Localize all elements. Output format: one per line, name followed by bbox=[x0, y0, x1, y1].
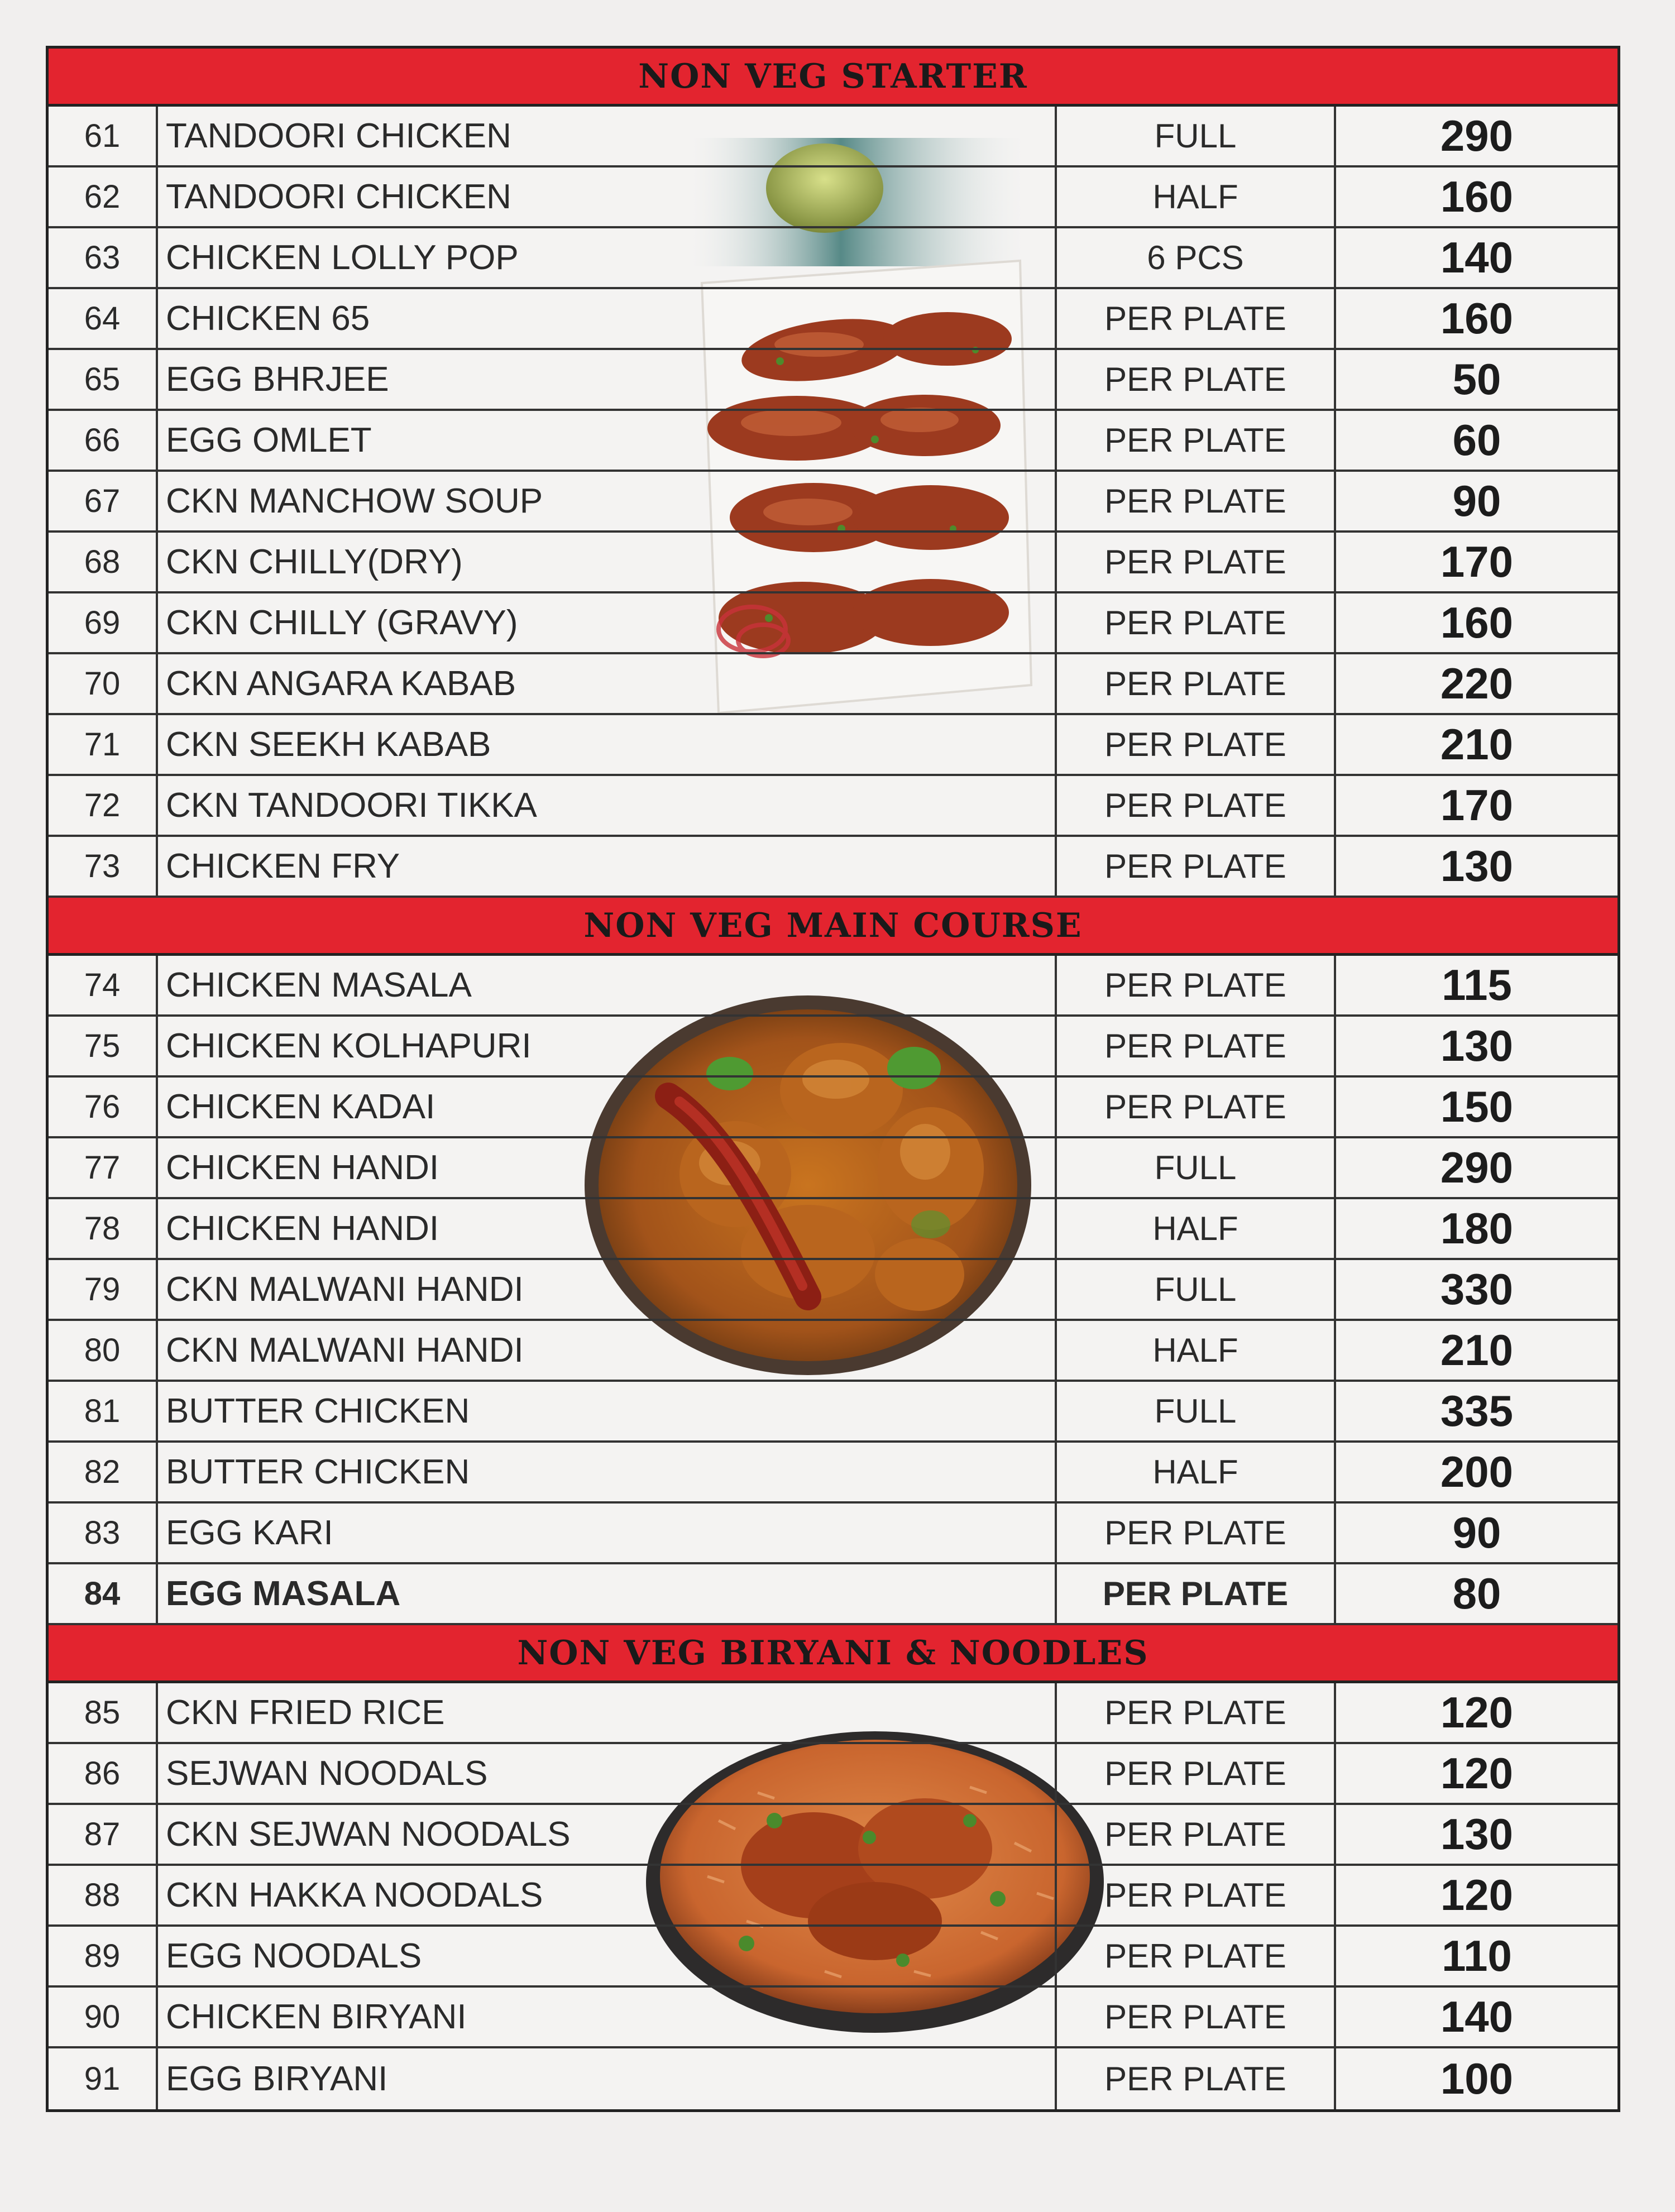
table-row bbox=[49, 1382, 1617, 1443]
item-name: EGG OMLET bbox=[158, 411, 1057, 470]
item-number: 77 bbox=[49, 1138, 158, 1197]
item-name: TANDOORI CHICKEN bbox=[158, 107, 1057, 165]
item-unit: PER PLATE bbox=[1057, 1564, 1336, 1623]
starter-rows bbox=[49, 107, 1617, 898]
item-unit: FULL bbox=[1057, 1382, 1336, 1440]
table-row bbox=[49, 411, 1617, 472]
table-row bbox=[49, 1927, 1617, 1988]
item-name: CKN MALWANI HANDI bbox=[158, 1321, 1057, 1380]
item-number: 78 bbox=[49, 1199, 158, 1258]
item-number: 66 bbox=[49, 411, 158, 470]
item-name: BUTTER CHICKEN bbox=[158, 1382, 1057, 1440]
item-name: CKN CHILLY(DRY) bbox=[158, 533, 1057, 591]
item-number: 67 bbox=[49, 472, 158, 530]
item-name: CHICKEN FRY bbox=[158, 837, 1057, 896]
item-price: 335 bbox=[1440, 1386, 1514, 1435]
item-unit: HALF bbox=[1057, 1199, 1336, 1258]
table-row bbox=[49, 533, 1617, 593]
item-name: EGG BHRJEE bbox=[158, 350, 1057, 409]
item-number: 82 bbox=[49, 1443, 158, 1501]
item-number: 68 bbox=[49, 533, 158, 591]
item-unit: HALF bbox=[1057, 1443, 1336, 1501]
item-price: 210 bbox=[1440, 1325, 1514, 1375]
item-unit: PER PLATE bbox=[1057, 472, 1336, 530]
item-number: 81 bbox=[49, 1382, 158, 1440]
item-price: 150 bbox=[1440, 1082, 1514, 1131]
item-unit: PER PLATE bbox=[1057, 1504, 1336, 1562]
item-unit: PER PLATE bbox=[1057, 715, 1336, 774]
item-name: CKN HAKKA NOODALS bbox=[158, 1866, 1057, 1924]
item-number: 73 bbox=[49, 837, 158, 896]
item-price: 200 bbox=[1440, 1447, 1514, 1496]
section-header: NON VEG BIRYANI & NOODLES bbox=[49, 1625, 1617, 1683]
item-name: EGG BIRYANI bbox=[158, 2048, 1057, 2109]
item-unit: FULL bbox=[1057, 1138, 1336, 1197]
item-number: 69 bbox=[49, 593, 158, 652]
item-name: CHICKEN LOLLY POP bbox=[158, 228, 1057, 287]
table-row bbox=[49, 1138, 1617, 1199]
item-unit: PER PLATE bbox=[1057, 1988, 1336, 2046]
item-unit: PER PLATE bbox=[1057, 593, 1336, 652]
table-row bbox=[49, 1199, 1617, 1260]
item-price: 160 bbox=[1440, 598, 1514, 647]
table-row bbox=[49, 593, 1617, 654]
item-unit: PER PLATE bbox=[1057, 956, 1336, 1014]
table-row bbox=[49, 1078, 1617, 1138]
item-name: CKN ANGARA KABAB bbox=[158, 654, 1057, 713]
item-number: 63 bbox=[49, 228, 158, 287]
item-price: 140 bbox=[1440, 233, 1514, 282]
item-unit: FULL bbox=[1057, 107, 1336, 165]
item-price: 170 bbox=[1440, 537, 1514, 586]
biryani-rows bbox=[49, 1683, 1617, 2109]
table-row bbox=[49, 1805, 1617, 1866]
section-non-veg-starter bbox=[49, 49, 1617, 898]
item-number: 91 bbox=[49, 2048, 158, 2109]
table-row bbox=[49, 837, 1617, 898]
item-name: CKN MALWANI HANDI bbox=[158, 1260, 1057, 1319]
section-header: NON VEG STARTER bbox=[49, 49, 1617, 107]
item-number: 65 bbox=[49, 350, 158, 409]
item-name: EGG MASALA bbox=[158, 1564, 1057, 1623]
table-row bbox=[49, 1866, 1617, 1927]
table-row bbox=[49, 1017, 1617, 1078]
item-number: 90 bbox=[49, 1988, 158, 2046]
item-price: 130 bbox=[1440, 841, 1514, 890]
item-unit: FULL bbox=[1057, 1260, 1336, 1319]
item-unit: PER PLATE bbox=[1057, 776, 1336, 835]
item-name: CHICKEN BIRYANI bbox=[158, 1988, 1057, 2046]
item-name: EGG KARI bbox=[158, 1504, 1057, 1562]
table-row bbox=[49, 715, 1617, 776]
item-price: 180 bbox=[1440, 1204, 1514, 1253]
item-name: CHICKEN KADAI bbox=[158, 1078, 1057, 1136]
item-number: 87 bbox=[49, 1805, 158, 1864]
table-row bbox=[49, 107, 1617, 167]
item-price: 100 bbox=[1440, 2054, 1514, 2103]
item-unit: HALF bbox=[1057, 167, 1336, 226]
item-price: 120 bbox=[1440, 1749, 1514, 1798]
item-unit: PER PLATE bbox=[1057, 1744, 1336, 1803]
table-row bbox=[49, 956, 1617, 1017]
item-price: 50 bbox=[1452, 355, 1501, 404]
item-unit: 6 PCS bbox=[1057, 228, 1336, 287]
item-name: CKN MANCHOW SOUP bbox=[158, 472, 1057, 530]
item-number: 88 bbox=[49, 1866, 158, 1924]
item-number: 72 bbox=[49, 776, 158, 835]
item-unit: PER PLATE bbox=[1057, 1017, 1336, 1075]
item-price: 160 bbox=[1440, 294, 1514, 343]
table-row bbox=[49, 350, 1617, 411]
item-price: 140 bbox=[1440, 1992, 1514, 2041]
item-name: SEJWAN NOODALS bbox=[158, 1744, 1057, 1803]
item-number: 75 bbox=[49, 1017, 158, 1075]
menu-table bbox=[46, 46, 1620, 2112]
item-unit: PER PLATE bbox=[1057, 289, 1336, 348]
item-price: 60 bbox=[1452, 415, 1501, 465]
table-row bbox=[49, 1504, 1617, 1564]
main-course-rows bbox=[49, 956, 1617, 1625]
item-unit: PER PLATE bbox=[1057, 350, 1336, 409]
item-unit: PER PLATE bbox=[1057, 1927, 1336, 1985]
item-price: 130 bbox=[1440, 1809, 1514, 1859]
item-number: 85 bbox=[49, 1683, 158, 1742]
item-price: 290 bbox=[1440, 1143, 1514, 1192]
item-price: 290 bbox=[1440, 111, 1514, 160]
item-price: 170 bbox=[1440, 781, 1514, 830]
item-number: 74 bbox=[49, 956, 158, 1014]
item-number: 61 bbox=[49, 107, 158, 165]
item-number: 71 bbox=[49, 715, 158, 774]
item-name: CKN SEEKH KABAB bbox=[158, 715, 1057, 774]
table-row bbox=[49, 1988, 1617, 2048]
table-row bbox=[49, 289, 1617, 350]
item-price: 210 bbox=[1440, 720, 1514, 769]
table-row bbox=[49, 654, 1617, 715]
item-name: CKN SEJWAN NOODALS bbox=[158, 1805, 1057, 1864]
item-price: 130 bbox=[1440, 1021, 1514, 1070]
item-name: CKN TANDOORI TIKKA bbox=[158, 776, 1057, 835]
item-unit: HALF bbox=[1057, 1321, 1336, 1380]
item-name: BUTTER CHICKEN bbox=[158, 1443, 1057, 1501]
section-non-veg-main-course bbox=[49, 898, 1617, 1625]
table-row bbox=[49, 1260, 1617, 1321]
item-price: 220 bbox=[1440, 659, 1514, 708]
item-price: 80 bbox=[1452, 1569, 1501, 1618]
item-name: CKN CHILLY (GRAVY) bbox=[158, 593, 1057, 652]
item-name: CHICKEN MASALA bbox=[158, 956, 1057, 1014]
section-header: NON VEG MAIN COURSE bbox=[49, 898, 1617, 956]
item-number: 62 bbox=[49, 167, 158, 226]
item-number: 84 bbox=[49, 1564, 158, 1623]
table-row bbox=[49, 472, 1617, 533]
item-number: 80 bbox=[49, 1321, 158, 1380]
item-name: CHICKEN KOLHAPURI bbox=[158, 1017, 1057, 1075]
table-row bbox=[49, 1744, 1617, 1805]
item-unit: PER PLATE bbox=[1057, 837, 1336, 896]
table-row bbox=[49, 776, 1617, 837]
table-row bbox=[49, 1564, 1617, 1625]
item-name: CHICKEN HANDI bbox=[158, 1138, 1057, 1197]
item-unit: PER PLATE bbox=[1057, 1683, 1336, 1742]
table-row bbox=[49, 1683, 1617, 1744]
item-unit: PER PLATE bbox=[1057, 533, 1336, 591]
item-price: 120 bbox=[1440, 1688, 1514, 1737]
item-price: 120 bbox=[1440, 1870, 1514, 1919]
item-price: 90 bbox=[1452, 1508, 1501, 1557]
table-row bbox=[49, 167, 1617, 228]
item-number: 86 bbox=[49, 1744, 158, 1803]
item-name: CKN FRIED RICE bbox=[158, 1683, 1057, 1742]
table-row bbox=[49, 228, 1617, 289]
item-number: 64 bbox=[49, 289, 158, 348]
item-number: 83 bbox=[49, 1504, 158, 1562]
item-price: 330 bbox=[1440, 1265, 1514, 1314]
item-price: 160 bbox=[1440, 172, 1514, 221]
item-name: CHICKEN HANDI bbox=[158, 1199, 1057, 1258]
section-non-veg-biryani-noodles bbox=[49, 1625, 1617, 2109]
item-name: EGG NOODALS bbox=[158, 1927, 1057, 1985]
item-number: 70 bbox=[49, 654, 158, 713]
item-name: TANDOORI CHICKEN bbox=[158, 167, 1057, 226]
item-unit: PER PLATE bbox=[1057, 1866, 1336, 1924]
item-number: 76 bbox=[49, 1078, 158, 1136]
item-unit: PER PLATE bbox=[1057, 411, 1336, 470]
item-number: 79 bbox=[49, 1260, 158, 1319]
item-unit: PER PLATE bbox=[1057, 2048, 1336, 2109]
item-unit: PER PLATE bbox=[1057, 1805, 1336, 1864]
item-price: 110 bbox=[1442, 1931, 1512, 1980]
table-row bbox=[49, 2048, 1617, 2109]
item-price: 115 bbox=[1442, 960, 1512, 1009]
item-price: 90 bbox=[1452, 476, 1501, 525]
item-unit: PER PLATE bbox=[1057, 1078, 1336, 1136]
item-number: 89 bbox=[49, 1927, 158, 1985]
item-name: CHICKEN 65 bbox=[158, 289, 1057, 348]
table-row bbox=[49, 1443, 1617, 1504]
table-row bbox=[49, 1321, 1617, 1382]
item-unit: PER PLATE bbox=[1057, 654, 1336, 713]
